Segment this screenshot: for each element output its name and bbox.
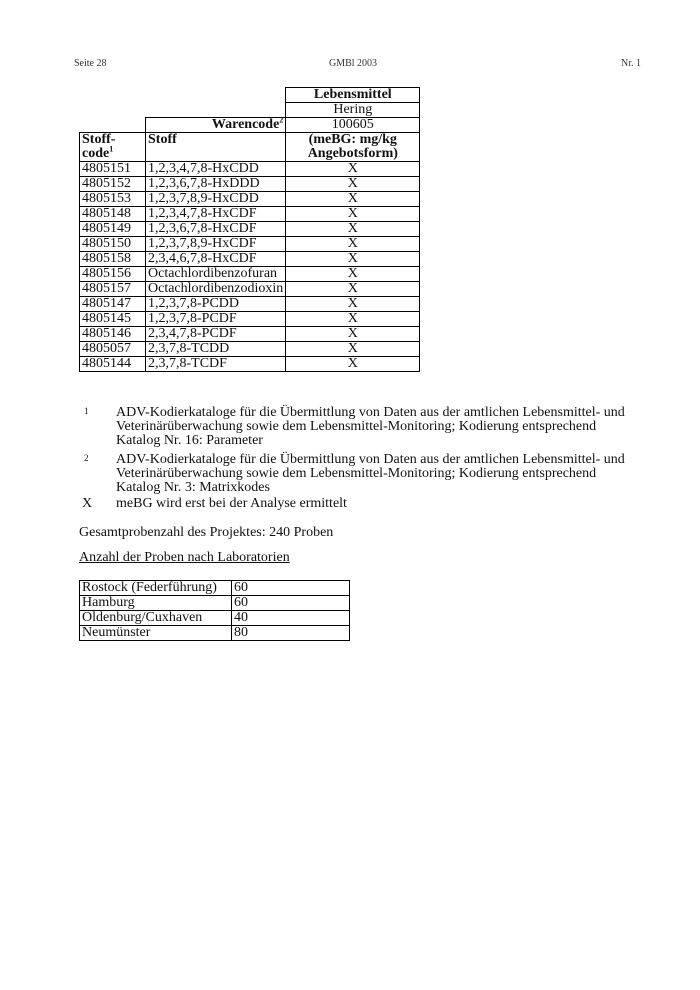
total-samples: Gesamtprobenzahl des Projektes: 240 Proben	[79, 525, 334, 540]
stoffcode-cell: 4805146	[80, 327, 146, 342]
stoffcode-cell: 4805147	[80, 297, 146, 312]
table-row	[80, 357, 420, 372]
value-cell: X	[286, 177, 420, 192]
footnote-mark: 1	[84, 406, 89, 416]
stoffcode-cell: 4805057	[80, 342, 146, 357]
stoff-cell: 1,2,3,7,8,9-HxCDD	[146, 192, 286, 207]
page-number: Seite 28	[74, 58, 107, 69]
lab-count-cell: 40	[232, 611, 350, 626]
lab-name-cell: Rostock (Federführung)	[80, 581, 232, 596]
warencode-footnote-ref: 2	[279, 115, 284, 125]
food-name-cell: Hering	[286, 103, 420, 118]
value-cell: X	[286, 357, 420, 372]
value-cell: X	[286, 267, 420, 282]
footnote-text: ADV-Kodierkataloge für die Übermittlung von Daten aus der amtlichen Lebensmittel- und Veterinärüberwachung sowie dem Lebensmittel-Monitoring; Kodierung entsprechend Katalog Nr. 3: Matrixkodes	[116, 452, 625, 495]
stoffcode-label: Stoff-code	[82, 132, 116, 161]
lab-count-cell: 80	[232, 626, 350, 641]
table-row	[80, 342, 420, 357]
stoff-cell: Octachlordibenzodioxin	[146, 282, 286, 297]
warencode-value-cell: 100605	[286, 118, 420, 133]
value-cell: X	[286, 222, 420, 237]
publication-title: GMBl 2003	[329, 58, 378, 69]
stoffcode-cell: 4805145	[80, 312, 146, 327]
value-cell: X	[286, 237, 420, 252]
lab-count-cell: 60	[232, 596, 350, 611]
value-cell: X	[286, 162, 420, 177]
stoff-cell: 2,3,4,7,8-PCDF	[146, 327, 286, 342]
value-cell: X	[286, 207, 420, 222]
stoffcode-cell: 4805153	[80, 192, 146, 207]
value-cell: X	[286, 297, 420, 312]
value-cell: X	[286, 252, 420, 267]
stoffcode-cell: 4805149	[80, 222, 146, 237]
table-row	[80, 267, 420, 282]
table-row	[80, 192, 420, 207]
lab-row	[80, 596, 350, 611]
table-row	[80, 252, 420, 267]
stoffcode-footnote-ref: 1	[109, 144, 114, 154]
substance-table	[79, 87, 420, 372]
lab-name-cell: Neumünster	[80, 626, 232, 641]
value-cell: X	[286, 342, 420, 357]
value-cell: X	[286, 192, 420, 207]
stoffcode-cell: 4805152	[80, 177, 146, 192]
value-cell: X	[286, 327, 420, 342]
unit-header: (meBG: mg/kg Angebotsform)	[286, 133, 420, 162]
stoff-cell: 1,2,3,7,8-PCDF	[146, 312, 286, 327]
stoff-cell: 1,2,3,4,7,8-HxCDD	[146, 162, 286, 177]
stoff-cell: Octachlordibenzofuran	[146, 267, 286, 282]
labs-heading: Anzahl der Proben nach Laboratorien	[79, 550, 290, 565]
table-row	[80, 237, 420, 252]
stoff-cell: 2,3,7,8-TCDF	[146, 357, 286, 372]
labs-table	[79, 580, 350, 641]
stoffcode-header	[80, 133, 146, 162]
stoffcode-cell: 4805148	[80, 207, 146, 222]
table-row	[80, 222, 420, 237]
warencode-label: Warencode	[211, 117, 280, 132]
stoff-header: Stoff	[146, 133, 286, 162]
footnote-mark: X	[82, 496, 93, 511]
value-cell: X	[286, 282, 420, 297]
stoff-cell: 1,2,3,7,8-PCDD	[146, 297, 286, 312]
table-row	[80, 297, 420, 312]
table-row	[80, 282, 420, 297]
lab-row	[80, 626, 350, 641]
stoffcode-cell: 4805150	[80, 237, 146, 252]
footnote-text: meBG wird erst bei der Analyse ermittelt	[116, 496, 347, 511]
stoffcode-cell: 4805157	[80, 282, 146, 297]
stoff-cell: 1,2,3,4,7,8-HxCDF	[146, 207, 286, 222]
warencode-label-cell	[146, 115, 286, 133]
stoff-cell: 1,2,3,7,8,9-HxCDF	[146, 237, 286, 252]
lebensmittel-header: Lebensmittel	[286, 88, 420, 103]
lab-row	[80, 581, 350, 596]
table-row	[80, 207, 420, 222]
stoffcode-cell: 4805144	[80, 357, 146, 372]
issue-number: Nr. 1	[621, 58, 641, 69]
table-row	[80, 327, 420, 342]
stoff-cell: 2,3,4,6,7,8-HxCDF	[146, 252, 286, 267]
lab-row	[80, 611, 350, 626]
table-row	[80, 162, 420, 177]
stoffcode-cell: 4805151	[80, 162, 146, 177]
lab-count-cell: 60	[232, 581, 350, 596]
lab-name-cell: Hamburg	[80, 596, 232, 611]
stoffcode-cell: 4805158	[80, 252, 146, 267]
stoff-cell: 1,2,3,6,7,8-HxDDD	[146, 177, 286, 192]
footnote-mark: 2	[84, 453, 89, 463]
table-row	[80, 177, 420, 192]
table-row	[80, 312, 420, 327]
stoff-cell: 2,3,7,8-TCDD	[146, 342, 286, 357]
stoffcode-cell: 4805156	[80, 267, 146, 282]
footnote-text: ADV-Kodierkataloge für die Übermittlung von Daten aus der amtlichen Lebensmittel- und Veterinärüberwachung sowie dem Lebensmittel-Monitoring; Kodierung entsprechend Katalog Nr. 16: Parameter	[116, 405, 625, 448]
stoff-cell: 1,2,3,6,7,8-HxCDF	[146, 222, 286, 237]
lab-name-cell: Oldenburg/Cuxhaven	[80, 611, 232, 626]
value-cell: X	[286, 312, 420, 327]
